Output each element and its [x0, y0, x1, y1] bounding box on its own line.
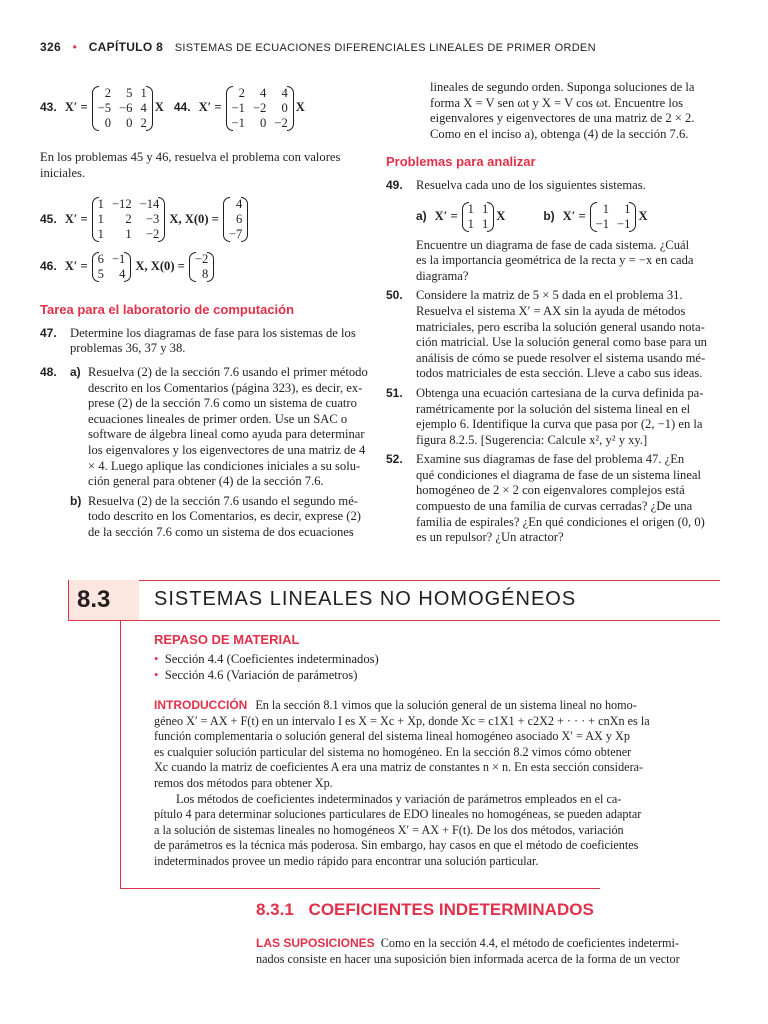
matrix-43-entry: 5: [126, 85, 133, 100]
vector-46-init: [191, 252, 212, 282]
text-line: todos matriciales de esta sección. Lleve a cabo sus ideas.: [416, 366, 703, 381]
problem-52: [386, 452, 720, 546]
matrix-49b-entry: −1: [617, 216, 631, 231]
matrix-49b-entry: 1: [624, 201, 631, 216]
header-bullet: •: [72, 40, 78, 54]
text-line: es un repulsor? ¿Un atractor?: [416, 530, 564, 545]
matrix-44-row: [228, 86, 292, 101]
text-line: Resuelva (2) de la sección 7.6 usando el primer método: [88, 364, 368, 379]
matrix-49b-entry: 1: [602, 201, 610, 216]
text-line: figura 8.2.5. [Sugerencia: Calcule x², y² y xy.]: [416, 432, 648, 447]
problem-52-text: [416, 452, 705, 546]
matrix-43-entry: −6: [119, 100, 133, 115]
problem-50-text: [416, 288, 707, 382]
problem-49: [386, 178, 720, 284]
vector-45-entry: −7: [228, 227, 243, 242]
text-line: Xc cuando la matriz de coeficientes A era una matriz de constantes n × n. En esta sección considera-: [154, 760, 644, 775]
matrix-44-row: [228, 101, 292, 116]
problem-45-number: 45.: [40, 211, 57, 226]
section-left-rule: [120, 620, 121, 888]
text-line: ramétricamente por la solución del sistema lineal en el: [416, 401, 691, 416]
problem-52-number: 52.: [386, 452, 403, 467]
assumptions-label: LAS SUPOSICIONES: [256, 936, 375, 950]
problem-43-lhs: X′ =: [64, 100, 88, 115]
text-line: diagrama?: [416, 268, 469, 283]
review-item: • Sección 4.6 (Variación de parámetros): [154, 667, 358, 682]
matrix-43: [94, 86, 151, 131]
matrix-49a-entry: 1: [467, 201, 474, 216]
subsection-title: COEFICIENTES INDETERMINADOS: [308, 900, 594, 919]
matrix-43-row: [94, 86, 151, 101]
text-line: los eigenvalores y los eigenvectores de una matriz de 4: [88, 442, 366, 457]
matrix-49a-entry: 1: [467, 216, 474, 231]
matrix-45: [94, 197, 164, 242]
matrix-49b: [592, 202, 635, 232]
vector-45-entry: 6: [235, 212, 243, 227]
matrix-45-entry: −12: [111, 197, 132, 212]
review-list: [154, 652, 379, 683]
problem-49-number: 49.: [386, 177, 403, 192]
problem-46: [40, 252, 385, 282]
section-top-rule: [68, 580, 720, 581]
text-line: indeterminados provee un medio rápido para encontrar una solución particular.: [154, 853, 539, 868]
matrix-44-entry: −1: [231, 100, 245, 115]
problem-49b-label: b): [543, 208, 555, 223]
problem-47-text: Determine los diagramas de fase para los sistemas de los problemas 36, 37 y 38.: [70, 325, 356, 356]
vector-45-init: [225, 197, 246, 242]
matrix-46-entry: −1: [111, 252, 126, 267]
matrix-44-entry: 0: [260, 115, 267, 130]
matrix-44-entry: −2: [274, 115, 288, 130]
intro-45-46: En los problemas 45 y 46, resuelva el problema con valores iniciales.: [40, 150, 341, 180]
matrix-45-entry: −14: [139, 197, 160, 212]
text-line: remos dos métodos para obtener Xp.: [154, 775, 333, 790]
problem-48b-continued: [430, 80, 720, 142]
problem-49a-rhs: X: [496, 208, 506, 223]
problem-51: [386, 386, 720, 448]
text-line: qué condiciones el diagrama de fase de un sistema lineal: [416, 467, 702, 482]
text-line: matriciales, pero escriba la solución general usando nota-: [416, 319, 705, 334]
problem-47: [40, 326, 385, 357]
problem-49a-label: a): [416, 208, 427, 223]
matrix-44-entry: −2: [252, 100, 267, 115]
matrix-49a-entry: 1: [481, 201, 489, 216]
problem-46-mid: X, X(0) =: [135, 259, 185, 274]
problem-48a-label: a): [70, 364, 81, 379]
problem-49b-lhs: X′ =: [562, 208, 586, 223]
text-line: a la solución de sistemas lineales no homogéneos X′ = AX + F(t). De los dos métodos, variación: [154, 822, 624, 837]
text-line: todo descrito en los Comentarios, es decir, exprese (2): [88, 509, 361, 524]
left-column: [40, 80, 385, 541]
matrix-44-entry: 4: [260, 85, 267, 100]
matrix-45-entry: 1: [97, 227, 104, 242]
problem-48: [40, 365, 385, 541]
review-heading: REPASO DE MATERIAL: [154, 632, 300, 647]
problem-48a-text: [88, 365, 368, 490]
problem-49-text: Resuelva cada uno de los siguientes sistemas.: [416, 177, 646, 192]
text-line: compuesto de una familia de curvas cerradas? ¿De una: [416, 499, 693, 514]
text-line: Obtenga una ecuación cartesiana de la curva definida pa-: [416, 385, 704, 400]
matrix-45-entry: 1: [97, 212, 104, 227]
matrix-43-entry: 0: [104, 115, 112, 130]
text-line: Resuelva el sistema X′ = AX sin la ayuda de métodos: [416, 303, 686, 318]
matrix-49a: [464, 202, 493, 232]
assumptions-block: [256, 936, 711, 967]
matrix-43-entry: 1: [140, 85, 147, 100]
problem-51-text: [416, 386, 703, 448]
problem-49b-rhs: X: [638, 208, 648, 223]
matrix-49b-row: [592, 202, 635, 217]
intro-block: [154, 698, 709, 870]
assumptions-line: nados consiste en hacer una suposición bien informada acerca de la forma de un vector: [256, 951, 680, 966]
matrix-43-entry: 2: [140, 115, 147, 130]
vector-45-entry: 4: [235, 197, 243, 212]
text-line: Examine sus diagramas de fase del problema 47. ¿En: [416, 452, 685, 467]
text-line: × 4. Luego aplique las condiciones iniciales a su solu-: [88, 458, 361, 473]
problem-45: [40, 197, 385, 242]
problem-43-rhs: X: [154, 100, 164, 115]
problem-43-number: 43.: [40, 100, 57, 115]
vector-46-entry: −2: [194, 252, 209, 267]
matrix-43-entry: −5: [97, 100, 112, 115]
text-line: ecuaciones lineales de primer orden. Use un SAC o: [88, 411, 348, 426]
assumptions-line: Como en la sección 4.4, el método de coeficientes indetermi-: [380, 936, 679, 950]
matrix-45-row: [94, 197, 164, 212]
matrix-49a-entry: 1: [481, 216, 489, 231]
problem-48b-text: [88, 494, 361, 541]
section-intro-rule: [120, 888, 600, 889]
problem-45-mid: X, X(0) =: [169, 211, 219, 226]
subsection-number: 8.3.1: [256, 900, 294, 919]
lab-heading: Tarea para el laboratorio de computación: [40, 302, 295, 318]
problem-51-number: 51.: [386, 385, 403, 400]
problem-45-lhs: X′ =: [64, 211, 88, 226]
matrix-46: [94, 252, 130, 282]
text-line: eigenvalores y eigenvectores de una matriz de 2 × 2.: [430, 111, 695, 126]
subsection-heading: [256, 900, 594, 920]
text-line: de la sección 7.6 como un sistema de dos ecuaciones: [88, 524, 354, 539]
matrix-44: [228, 86, 292, 131]
matrix-46-entry: 4: [119, 267, 126, 282]
text-line: de parámetros es la técnica más poderosa. Sin embargo, hay casos en que el método de coeficientes: [154, 838, 639, 853]
problem-46-number: 46.: [40, 259, 57, 274]
text-line: Resuelva (2) de la sección 7.6 usando el segundo mé-: [88, 493, 358, 508]
problems-43-44: [40, 80, 385, 136]
vector-46-entry: 8: [201, 267, 209, 282]
problem-46-lhs: X′ =: [64, 259, 88, 274]
text-line: análisis de cómo se puede resolver el sistema usando mé-: [416, 350, 706, 365]
matrix-45-entry: −2: [145, 227, 160, 242]
text-line: homogéneo de 2 × 2 con eigenvalores complejos está: [416, 483, 685, 498]
text-line: prese (2) de la sección 7.6 como un sistema de cuatro: [88, 396, 357, 411]
matrix-44-entry: 4: [281, 85, 288, 100]
problem-48b-label: b): [70, 493, 82, 508]
text-line: ejemplo 6. Identifique la curva que pasa por (2, −1) en la: [416, 417, 703, 432]
text-line: ción general para obtener (4) de la sección 7.6.: [88, 474, 324, 489]
text-line: Los métodos de coeficientes indeterminados y variación de parámetros empleados en el ca-: [176, 791, 622, 806]
section-bottom-rule: [68, 620, 720, 621]
discuss-heading: Problemas para analizar: [386, 154, 536, 170]
right-column: [386, 80, 720, 546]
problem-44-lhs: X′ =: [198, 100, 222, 115]
matrix-46-entry: 6: [97, 252, 104, 267]
matrix-45-entry: 2: [125, 212, 132, 227]
matrix-49b-entry: −1: [595, 216, 610, 231]
matrix-44-entry: −1: [231, 115, 245, 130]
problem-47-number: 47.: [40, 325, 57, 340]
intro-label: INTRODUCCIÓN: [154, 698, 248, 712]
text-line: géneo X′ = AX + F(t) en un intervalo I es X = Xc + Xp, donde Xc = c1X1 + c2X2 + · · · + cnXn es la: [154, 713, 650, 728]
problem-49a-lhs: X′ =: [434, 208, 458, 223]
problem-50: [386, 288, 720, 382]
text-line: Como en el inciso a), obtenga (4) de la sección 7.6.: [430, 126, 689, 141]
text-line: ción matricial. Use la solución general como base para un: [416, 335, 707, 350]
matrix-49b-row: [592, 217, 635, 232]
matrix-43-entry: 2: [104, 85, 112, 100]
text-line: familia de espirales? ¿En qué condiciones el origen (0, 0): [416, 514, 705, 529]
text-line: es cualquier solución particular del sistema no homogéneo. En la sección 8.2 vimos cómo obtener: [154, 744, 632, 759]
problem-50-number: 50.: [386, 288, 403, 303]
section-number: 8.3: [77, 586, 111, 613]
problem-48-number: 48.: [40, 364, 57, 379]
problem-44-rhs: X: [295, 100, 305, 115]
chapter-title: SISTEMAS DE ECUACIONES DIFERENCIALES LINEALES DE PRIMER ORDEN: [174, 42, 596, 54]
matrix-43-entry: 4: [140, 100, 147, 115]
text-line: descrito en los Comentarios (página 323), es decir, ex-: [88, 380, 363, 395]
matrix-46-entry: 5: [97, 267, 104, 282]
text-line: lineales de segundo orden. Suponga soluciones de la: [430, 80, 695, 94]
review-item: • Sección 4.4 (Coeficientes indeterminados): [154, 652, 379, 666]
text-line: pítulo 4 para determinar soluciones particulares de EDO lineales no homogéneas, se pueden adaptar: [154, 807, 642, 822]
page-number: 326: [40, 40, 61, 54]
matrix-45-entry: −3: [145, 212, 160, 227]
chapter-label: CAPÍTULO 8: [88, 40, 164, 54]
matrix-44-row: [228, 116, 292, 131]
problem-44-number: 44.: [173, 100, 191, 115]
text-line: Encuentre un diagrama de fase de cada sistema. ¿Cuál: [416, 237, 690, 252]
matrix-43-row: [94, 116, 151, 131]
text-line: Considere la matriz de 5 × 5 dada en el problema 31.: [416, 288, 683, 303]
matrix-45-row: [94, 212, 164, 227]
matrix-43-entry: 0: [126, 115, 133, 130]
text-line: es la importancia geométrica de la recta y = −x en cada: [416, 253, 694, 268]
matrix-45-entry: 1: [97, 197, 104, 212]
matrix-44-entry: 2: [238, 85, 245, 100]
text-line: INTRODUCCIÓN En la sección 8.1 vimos que la solución general de un sistema lineal no homo-: [154, 698, 637, 712]
matrix-45-entry: 1: [125, 227, 132, 242]
matrix-44-entry: 0: [281, 100, 288, 115]
problem-49-follow: [416, 238, 720, 285]
page-header: [40, 40, 596, 54]
text-line: función complementaria o solución general del sistema lineal homogéneo asociado X′ = AX y Xp: [154, 729, 630, 744]
text-line: software de álgebra lineal como ayuda para determinar: [88, 427, 365, 442]
matrix-45-row: [94, 227, 164, 242]
intro-paragraph-2: [154, 792, 709, 870]
matrix-43-row: [94, 101, 151, 116]
section-title: SISTEMAS LINEALES NO HOMOGÉNEOS: [154, 588, 577, 610]
text-line: forma X = V sen ωt y X = V cos ωt. Encuentre los: [430, 95, 684, 110]
intro-paragraph: [154, 698, 709, 792]
